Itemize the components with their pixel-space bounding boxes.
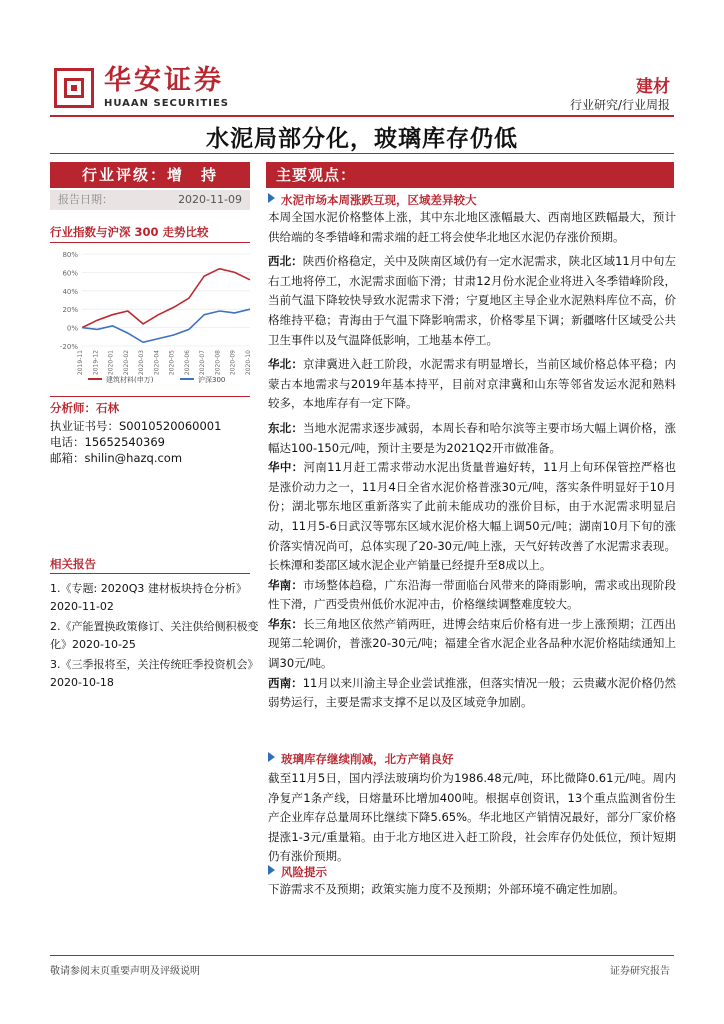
footer-label: 证券研究报告 [610,966,670,977]
footer-divider [50,955,674,956]
footer-disclaimer: 敬请参阅末页重要声明及评级说明 [50,966,200,977]
section-heading-risk: 风险提示 [268,863,676,881]
main-view-banner: 主要观点： [266,162,674,188]
paragraph-northeast: 东北：当地水泥需求逐步减弱，本周长春和哈尔滨等主要市场大幅上调价格，涨幅达100-150元/吨，预计主要是为2021Q2开市做准备。 [268,420,677,455]
paragraph-south: 华南：市场整体趋稳，广东沿海一带面临台风带来的降雨影响，需求或出现阶段性下滑，广西受贵州低价水泥冲击，价格继续调整难度较大。 [268,577,677,612]
paragraph: 截至11月5日，国内浮法玻璃均价为1986.48元/吨，环比微降0.61元/吨。周内净复产1条产线，日熔量环比增加400吨。根据卓创资讯，13个重点监测省份生产企业库存总量周环比继续下降5.65%。华北地区产销情况最好，部分厂家价格提涨1-3元/重量箱。由于北方地区进入赶工阶段，社会库存仍处低位，预计短期仍有涨价预期。 [268,771,676,864]
header-divider [50,115,674,117]
bullet-triangle-icon [268,865,275,875]
chart-series-line [82,269,250,328]
chart-x-tick-label: 2019-11 [77,350,84,376]
analyst-email: 邮箱：shilin@hazq.com [50,451,183,465]
paragraph-southwest: 西南：11月以来川渝主导企业尝试推涨，但落实情况一般；云贵藏水泥价格仍然弱势运行，主要是需求支撑不足以及区域竞争加剧。 [268,675,676,710]
chart-y-tick-label: -20% [59,343,78,351]
related-reports-list [50,580,265,694]
logo-english-name: HUAAN SECURITIES [104,98,229,109]
section-heading-glass: 玻璃库存继续削减，北方产销良好 [268,750,676,768]
cement-section-body [268,208,676,713]
report-date-label: 报告日期： [58,193,113,206]
page-title: 水泥局部分化，玻璃库存仍低 [206,126,518,152]
sector-label: 建材 [636,77,670,97]
chart-legend-label: 建筑材料(申万) [106,376,154,384]
paragraph-central: 华中：河南11月赶工需求带动水泥出货量普遍好转，11月上旬环保管控严格也是涨价动力之一，11月4日全省水泥价格普涨30元/吨，落实条件明显好于10月份；湖北鄂东地区重新落实了此前未能成功的涨价目标，由于水泥需求明显启动，11月5-6日武汉等鄂东区域水泥价格大幅上调50元/吨；湖南10月下旬的涨价落实情况尚可，总体实现了20-30元/吨上涨，天气好转改善了水泥需求表现。长株潭和娄邵区域水泥企业产销量已经提升至8成以上。 [268,460,677,573]
section-heading-cement: 水泥市场本周涨跌互现，区域差异较大 [268,191,676,209]
chart-x-tick-label: 2019-12 [92,350,100,376]
analyst-divider [50,396,250,397]
related-reports-heading: 相关报告 [50,557,96,571]
paragraph-northwest: 西北：陕西价格稳定，关中及陕南区域仍有一定水泥需求，陕北区域11月中旬左右工地将停工，水泥需求面临下滑；甘肃12月份水泥企业将进入冬季错峰阶段，当前气温下降较快导致水泥需求下滑；宁夏地区主导企业水泥熟料库位不高，价格维持平稳；青海由于气温下降影响需求，价格零星下调；新疆喀什区域受公共卫生事件以及气温降低影响，工地基本停工。 [268,254,676,347]
logo-mark-icon [54,68,94,108]
chart-heading: 行业指数与沪深 300 走势比较 [50,225,209,239]
paragraph: 下游需求不及预期；政策实施力度不及预期；外部环境不确定性加剧。 [268,882,625,896]
paragraph-east: 华东：长三角地区依然产销两旺，进博会结束后价格有进一步上涨预期；江西出现第二轮调价，普涨20-30元/吨；福建全省水泥企业各品种水泥价格陆续通知上调30元/吨。 [268,616,677,671]
bullet-triangle-icon [268,752,275,762]
chart-y-tick-label: 20% [62,306,78,315]
chart-y-tick-label: 0% [66,324,78,333]
risk-section-body [268,880,676,900]
related-report-item[interactable]: 3.《三季报将至，关注传统旺季投资机会》2020-10-18 [50,658,259,689]
chart-x-tick-label: 2020-08 [214,350,222,376]
analyst-name: 分析师：石林 [50,401,119,415]
chart-x-tick-label: 2020-02 [122,350,130,376]
chart-y-tick-label: 40% [62,287,78,296]
analyst-license: 执业证书号：S0010520060001 [50,419,222,433]
chart-x-tick-label: 2020-05 [168,350,176,376]
related-report-item[interactable]: 2.《产能置换政策修订、关注供给侧积极变化》2020-10-25 [50,620,259,651]
related-report-item[interactable]: 1.《专题: 2020Q3 建材板块持仓分析》2020-11-02 [50,582,247,613]
chart-y-tick-label: 80% [62,251,78,259]
paragraph-north: 华北：京津冀进入赶工阶段，水泥需求有明显增长，当前区域价格总体平稳；内蒙古本地需求与2019年基本持平，目前对京津冀和山东等邻省发运水泥和熟料较多，本地库存有一定下降。 [268,357,677,411]
bullet-triangle-icon [268,193,275,203]
chart-x-tick-label: 2020-09 [229,350,237,376]
index-comparison-chart [50,246,260,391]
chart-x-tick-label: 2020-07 [199,350,207,376]
logo-chinese-name: 华安证券 [104,65,224,96]
related-reports-divider [50,573,250,574]
chart-x-tick-label: 2020-01 [107,350,115,376]
chart-series-line [82,309,250,342]
analyst-phone: 电话：15652540369 [50,435,165,449]
chart-x-tick-label: 2020-10 [245,350,252,376]
chart-legend-label: 沪深300 [198,376,226,384]
industry-rating-banner: 行业评级：增 持 [50,162,250,188]
chart-x-tick-label: 2020-06 [183,350,191,376]
chart-x-tick-label: 2020-03 [138,350,146,376]
report-date-value: 2020-11-09 [178,193,242,206]
paragraph: 本周全国水泥价格整体上涨，其中东北地区涨幅最大、西南地区跌幅最大，预计供给端的冬季错峰和需求端的赶工将会使华北地区水泥仍存涨价预期。 [268,210,676,244]
chart-heading-divider [50,242,250,243]
chart-x-tick-label: 2020-04 [153,350,161,376]
report-type: 行业研究/行业周报 [569,98,670,112]
title-divider [50,153,674,154]
report-date-row [50,190,250,210]
glass-section-body [268,769,676,867]
chart-y-tick-label: 60% [62,269,78,278]
